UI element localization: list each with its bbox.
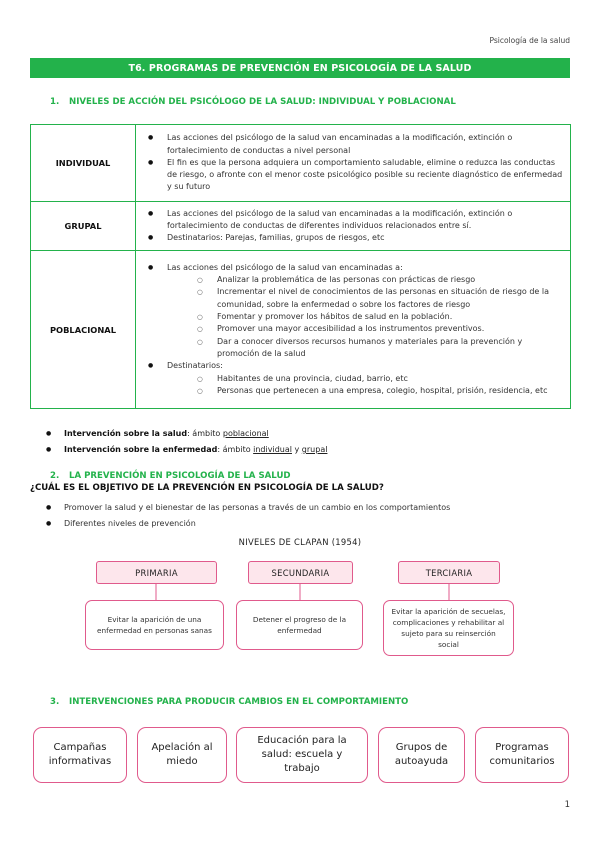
sub-list-item: ○ Fomentar y promover los hábitos de salud en la población. — [167, 311, 564, 323]
running-header: Psicología de la salud — [489, 36, 570, 45]
sub-list-item: ○ Promover una mayor accesibilidad a los instrumentos preventivos. — [167, 323, 564, 335]
level-grupal: GRUPAL — [31, 202, 136, 251]
list-item-text: Las acciones del psicólogo de la salud van encaminadas a: — [167, 262, 403, 272]
document-title: T6. PROGRAMAS DE PREVENCIÓN EN PSICOLOGÍA DE LA SALUD — [30, 58, 570, 78]
objective-question: ¿CUÁL ES EL OBJETIVO DE LA PREVENCIÓN EN PSICOLOGÍA DE LA SALUD? — [30, 483, 384, 493]
section-3-heading — [50, 697, 408, 707]
section-1-title: NIVELES DE ACCIÓN DEL PSICÓLOGO DE LA SALUD: INDIVIDUAL Y POBLACIONAL — [69, 97, 456, 107]
section-1-number: 1. — [50, 97, 60, 107]
list-item: ● El fin es que la persona adquiera un comportamiento saludable, elimine o reduzca las conductas de riesgo, o afronte con el menor coste psicológico posible su reciente diagnóstico de enfermedad y su futuro — [136, 157, 564, 194]
sub-list-item: ○ Personas que pertenecen a una empresa, colegio, hospital, prisión, residencia, etc — [167, 385, 564, 397]
description-box-primaria: Evitar la aparición de una enfermedad en personas sanas — [85, 600, 224, 650]
scope-health-label: Intervención sobre la salud — [64, 429, 188, 438]
sub-list-item: ○ Habitantes de una provincia, ciudad, barrio, etc — [167, 373, 564, 385]
description-box-secundaria: Detener el progreso de la enfermedad — [236, 600, 363, 650]
section-2-title: LA PREVENCIÓN EN PSICOLOGÍA DE LA SALUD — [69, 471, 291, 481]
scope-disease-value-1: individual — [253, 445, 292, 454]
intervention-box-miedo: Apelación al miedo — [137, 727, 227, 783]
list-item: ● Destinatarios: Parejas, familias, grupos de riesgos, etc — [136, 232, 564, 244]
intervention-box-autoayuda: Grupos de autoayuda — [378, 727, 465, 783]
level-box-terciaria: TERCIARIA — [398, 561, 500, 584]
level-individual: INDIVIDUAL — [31, 125, 136, 202]
scope-health-sep: : ámbito — [187, 429, 223, 438]
list-item: ● Las acciones del psicólogo de la salud van encaminadas a la modificación, extinción o fortalecimiento de conductas de diferentes individuos relacionados entre sí. — [136, 208, 564, 233]
intervention-box-comunitarios: Programas comunitarios — [475, 727, 569, 783]
scope-health-value: poblacional — [222, 429, 269, 438]
intervention-box-campanas: Campañas informativas — [33, 727, 127, 783]
level-box-primaria: PRIMARIA — [96, 561, 217, 584]
section-2-number: 2. — [50, 471, 60, 481]
intervention-box-educacion: Educación para la salud: escuela y trabajo — [236, 727, 368, 783]
diagram-title: NIVELES DE CLAPAN (1954) — [238, 537, 362, 547]
section-3-title: INTERVENCIONES PARA PRODUCIR CAMBIOS EN EL COMPORTAMIENTO — [69, 697, 409, 707]
scope-disease-label: Intervención sobre la enfermedad — [64, 445, 218, 454]
scope-disease-and: y — [291, 445, 302, 454]
level-poblacional: POBLACIONAL — [31, 251, 136, 409]
list-item-text: Destinatarios: — [167, 361, 223, 371]
list-item: ● Las acciones del psicólogo de la salud van encaminadas a la modificación, extinción o fortalecimiento de conductas a nivel personal — [136, 132, 564, 157]
sub-list-item: ○ Incrementar el nivel de conocimientos de las personas en situación de riesgo de la comunidad, sobre la enfermedad o sobre los factores de riesgo — [167, 286, 564, 311]
scope-disease-value-2: grupal — [301, 445, 328, 454]
list-item: ● Diferentes niveles de prevención — [30, 516, 450, 532]
scope-disease-sep: : ámbito — [217, 445, 254, 454]
description-box-terciaria: Evitar la aparición de secuelas, complicaciones y rehabilitar al sujeto para su reinserción social — [383, 600, 514, 656]
list-item: ● Promover la salud y el bienestar de las personas a través de un cambio en los comportamientos — [30, 500, 450, 516]
level-box-secundaria: SECUNDARIA — [248, 561, 353, 584]
sub-list-item: ○ Dar a conocer diversos recursos humanos y materiales para la prevención y promoción de la salud — [167, 336, 564, 361]
page-number: 1 — [564, 800, 570, 810]
sub-list-item: ○ Analizar la problemática de las personas con prácticas de riesgo — [167, 274, 564, 286]
section-3-number: 3. — [50, 697, 60, 707]
